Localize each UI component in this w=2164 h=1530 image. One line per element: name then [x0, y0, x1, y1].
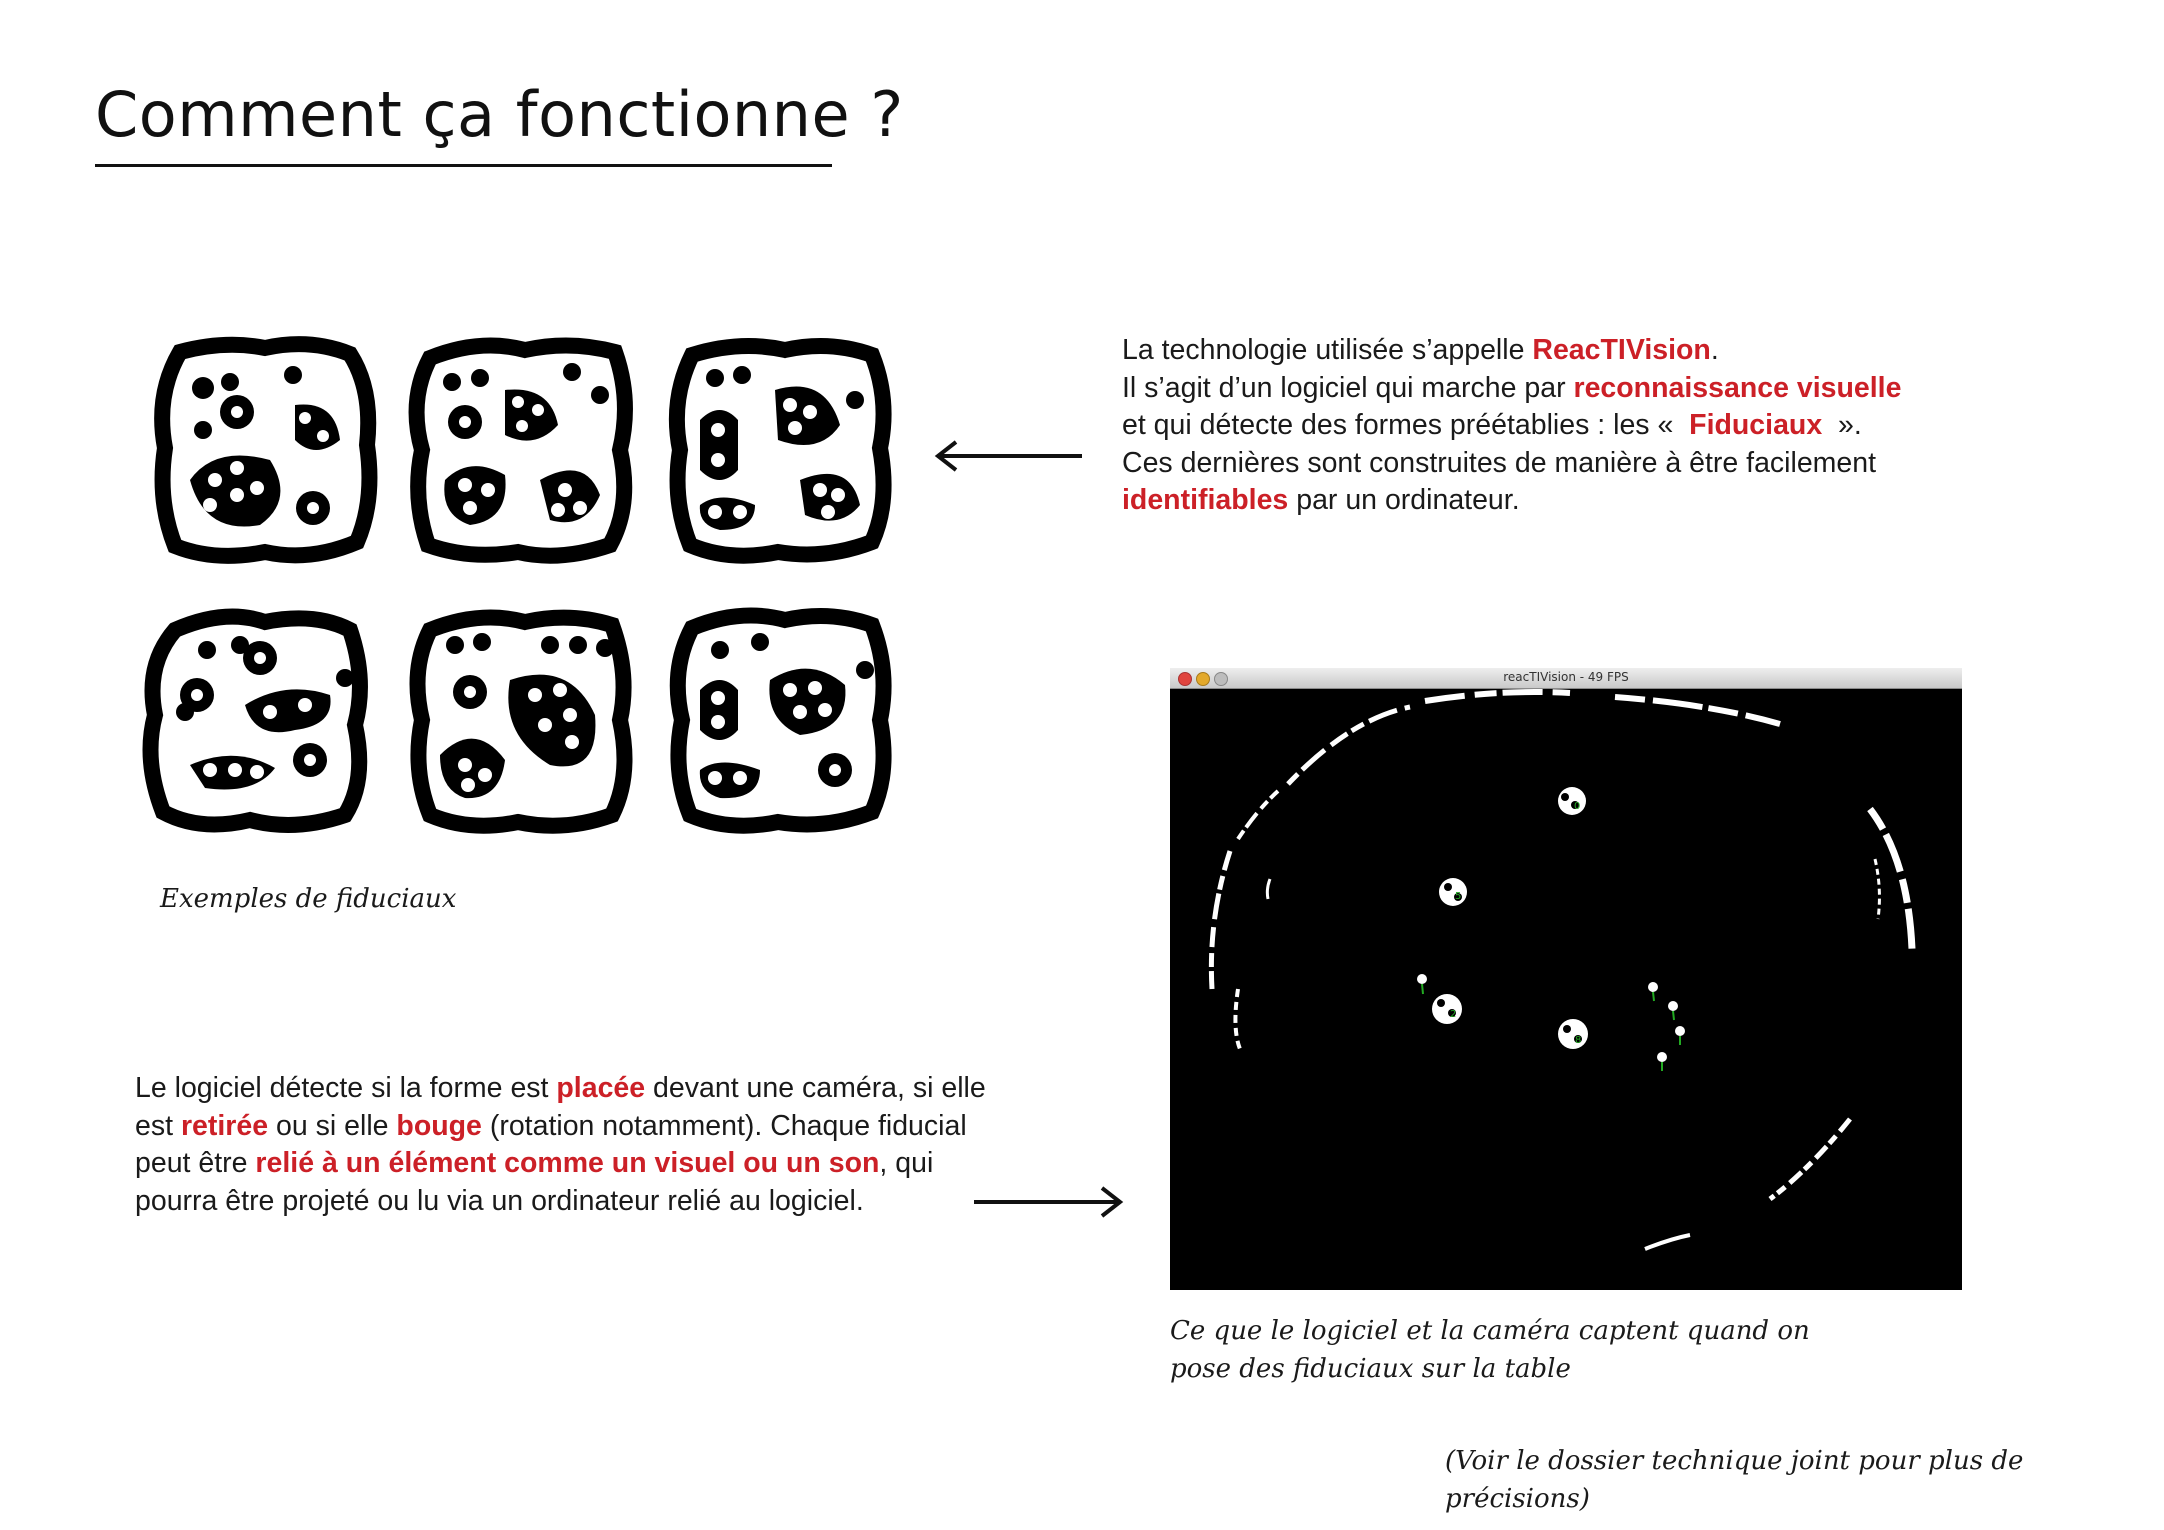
highlight-relie: relié à un élément comme un visuel ou un son — [255, 1147, 880, 1179]
fiducial-symbol — [660, 330, 900, 570]
footnote: (Voir le dossier technique joint pour plus de précisions) — [1445, 1446, 2024, 1514]
caption-line: pose des fiduciaux sur la table — [1170, 1354, 1571, 1384]
arrow-left-icon — [930, 438, 1085, 474]
svg-text:8: 8 — [1575, 1035, 1582, 1046]
fiducial-examples — [130, 315, 900, 835]
svg-text:5: 5 — [1455, 891, 1462, 902]
screenshot-caption — [1170, 1312, 1810, 1388]
highlight-fiduciaux: Fiduciaux — [1689, 409, 1823, 441]
text-span: peut être — [135, 1147, 256, 1179]
intro-line — [1122, 332, 1901, 370]
intro-line: Ces dernières sont construites de manière à être facilement — [1122, 446, 1877, 479]
fiducials-caption: Exemples de fiduciaux — [160, 884, 457, 914]
highlight-retiree: retirée — [180, 1109, 269, 1142]
text-span: devant une caméra, si elle — [645, 1072, 986, 1104]
detected-fiducial — [1558, 1019, 1588, 1049]
arrow-right-icon — [972, 1184, 1128, 1220]
fiducial-symbol — [145, 330, 385, 570]
detection-line — [135, 1108, 986, 1146]
detected-fiducial — [1432, 994, 1462, 1024]
intro-line — [1122, 370, 1901, 408]
fiducial-symbol — [660, 600, 900, 840]
title-underline — [95, 164, 832, 167]
highlight-identifiables: identifiables — [1122, 484, 1289, 516]
detection-line — [135, 1145, 986, 1183]
detection-line — [135, 1070, 986, 1108]
svg-text:0: 0 — [1574, 801, 1581, 812]
highlight-reconnaissance: reconnaissance visuelle — [1573, 371, 1902, 404]
text-span: ». — [1822, 409, 1862, 441]
intro-line — [1122, 407, 1901, 445]
fiducial-symbol — [135, 600, 375, 840]
detection-line: pourra être projeté ou lu via un ordinateur relié au logiciel. — [135, 1184, 864, 1217]
highlight-bouge: bouge — [396, 1109, 482, 1142]
window-title: reacTIVision - 49 FPS — [1503, 670, 1629, 684]
text-span: . — [1710, 334, 1719, 366]
text-span: (rotation notamment). Chaque fiducial — [481, 1109, 967, 1142]
fiducial-symbol — [400, 600, 640, 840]
text-span: Il s’agit d’un logiciel qui marche par — [1122, 371, 1574, 404]
intro-paragraph — [1122, 332, 1901, 520]
text-span: La technologie utilisée s’appelle — [1122, 334, 1533, 366]
highlight-placee: placée — [556, 1072, 646, 1104]
detected-fiducial — [1558, 787, 1586, 815]
reactivision-window — [1170, 668, 1962, 1290]
detected-fiducial — [1439, 878, 1467, 906]
text-span: est — [135, 1109, 181, 1142]
intro-line — [1122, 482, 1901, 520]
text-span: , qui — [879, 1147, 934, 1179]
text-span: et qui détecte des formes préétablies : les « — [1122, 409, 1690, 441]
fiducial-symbol — [400, 330, 640, 570]
window-titlebar — [1170, 668, 1962, 689]
camera-view — [1170, 689, 1962, 1290]
text-span: Le logiciel détecte si la forme est — [135, 1072, 557, 1104]
highlight-reactivision: ReacTIVision — [1532, 334, 1711, 366]
detection-paragraph — [135, 1070, 986, 1220]
text-span: ou si elle — [268, 1109, 397, 1142]
svg-text:2: 2 — [1450, 1009, 1457, 1020]
page-title: Comment ça fonctionne ? — [95, 78, 904, 151]
caption-line: Ce que le logiciel et la caméra captent quand on — [1170, 1316, 1810, 1346]
text-span: par un ordinateur. — [1288, 484, 1520, 516]
